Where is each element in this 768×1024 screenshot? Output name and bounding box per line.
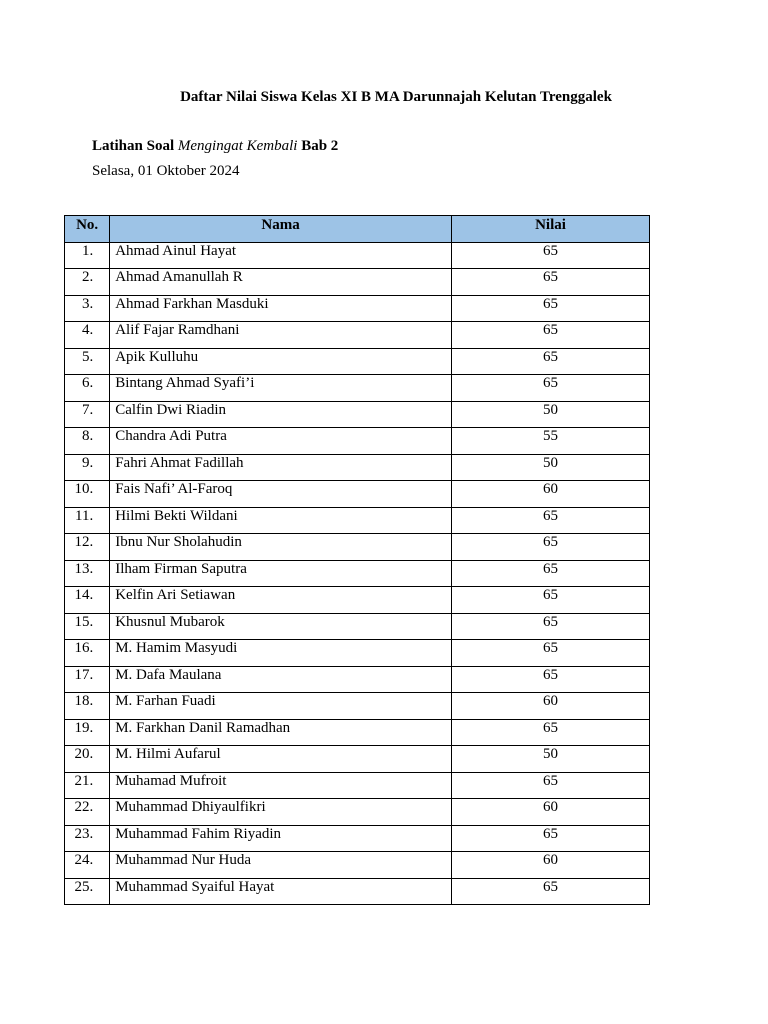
table-row bbox=[65, 852, 650, 879]
student-grade: 60 bbox=[451, 481, 649, 508]
table-row bbox=[65, 242, 650, 269]
row-number: 17. bbox=[65, 666, 110, 693]
row-number: 6. bbox=[65, 375, 110, 402]
student-grade: 65 bbox=[451, 560, 649, 587]
student-grade: 55 bbox=[451, 428, 649, 455]
row-number: 24. bbox=[65, 852, 110, 879]
row-number: 8. bbox=[65, 428, 110, 455]
table-row bbox=[65, 348, 650, 375]
table-body bbox=[65, 242, 650, 905]
student-name: Apik Kulluhu bbox=[110, 348, 452, 375]
student-name: Ahmad Farkhan Masduki bbox=[110, 295, 452, 322]
student-grade: 65 bbox=[451, 534, 649, 561]
student-grade: 65 bbox=[451, 269, 649, 296]
exercise-title-suffix: Bab 2 bbox=[297, 138, 339, 154]
table-row bbox=[65, 666, 650, 693]
row-number: 18. bbox=[65, 693, 110, 720]
student-grade: 65 bbox=[451, 640, 649, 667]
table-row bbox=[65, 719, 650, 746]
student-grade: 50 bbox=[451, 746, 649, 773]
table-row bbox=[65, 269, 650, 296]
exercise-title bbox=[92, 136, 338, 156]
row-number: 23. bbox=[65, 825, 110, 852]
table-row bbox=[65, 454, 650, 481]
student-grade: 65 bbox=[451, 242, 649, 269]
student-name: M. Farkhan Danil Ramadhan bbox=[110, 719, 452, 746]
student-name: Alif Fajar Ramdhani bbox=[110, 322, 452, 349]
student-name: Ilham Firman Saputra bbox=[110, 560, 452, 587]
row-number: 25. bbox=[65, 878, 110, 905]
table-row bbox=[65, 375, 650, 402]
student-name: Ahmad Amanullah R bbox=[110, 269, 452, 296]
student-name: Ahmad Ainul Hayat bbox=[110, 242, 452, 269]
table-row bbox=[65, 825, 650, 852]
table-row bbox=[65, 613, 650, 640]
student-name: Muhammad Syaiful Hayat bbox=[110, 878, 452, 905]
row-number: 22. bbox=[65, 799, 110, 826]
student-grade: 65 bbox=[451, 348, 649, 375]
table-row bbox=[65, 640, 650, 667]
student-name: Chandra Adi Putra bbox=[110, 428, 452, 455]
table-row bbox=[65, 481, 650, 508]
student-name: Hilmi Bekti Wildani bbox=[110, 507, 452, 534]
table-row bbox=[65, 746, 650, 773]
student-grade: 65 bbox=[451, 375, 649, 402]
student-grade: 65 bbox=[451, 666, 649, 693]
table-row bbox=[65, 534, 650, 561]
table-row bbox=[65, 587, 650, 614]
student-name: M. Hilmi Aufarul bbox=[110, 746, 452, 773]
student-name: M. Farhan Fuadi bbox=[110, 693, 452, 720]
exercise-title-prefix: Latihan Soal bbox=[92, 138, 178, 154]
row-number: 4. bbox=[65, 322, 110, 349]
exercise-date: Selasa, 01 Oktober 2024 bbox=[92, 163, 240, 179]
student-name: Muhammad Nur Huda bbox=[110, 852, 452, 879]
header-value: Nilai bbox=[451, 216, 649, 243]
table-row bbox=[65, 560, 650, 587]
exercise-title-italic: Mengingat Kembali bbox=[177, 138, 298, 154]
row-number: 11. bbox=[65, 507, 110, 534]
table-header-row bbox=[65, 216, 650, 243]
student-name: M. Dafa Maulana bbox=[110, 666, 452, 693]
row-number: 9. bbox=[65, 454, 110, 481]
student-name: Fais Nafi’ Al-Faroq bbox=[110, 481, 452, 508]
student-grade: 65 bbox=[451, 613, 649, 640]
row-number: 12. bbox=[65, 534, 110, 561]
student-grade: 65 bbox=[451, 322, 649, 349]
row-number: 13. bbox=[65, 560, 110, 587]
student-name: Khusnul Mubarok bbox=[110, 613, 452, 640]
student-name: Kelfin Ari Setiawan bbox=[110, 587, 452, 614]
row-number: 2. bbox=[65, 269, 110, 296]
student-grade: 65 bbox=[451, 825, 649, 852]
grades-table bbox=[64, 215, 650, 905]
student-name: Bintang Ahmad Syafi’i bbox=[110, 375, 452, 402]
student-grade: 65 bbox=[451, 295, 649, 322]
row-number: 14. bbox=[65, 587, 110, 614]
table-row bbox=[65, 772, 650, 799]
student-grade: 60 bbox=[451, 852, 649, 879]
student-grade: 65 bbox=[451, 587, 649, 614]
table-row bbox=[65, 693, 650, 720]
student-grade: 65 bbox=[451, 719, 649, 746]
table-row bbox=[65, 322, 650, 349]
row-number: 15. bbox=[65, 613, 110, 640]
student-name: Muhammad Dhiyaulfikri bbox=[110, 799, 452, 826]
student-name: Fahri Ahmat Fadillah bbox=[110, 454, 452, 481]
student-name: M. Hamim Masyudi bbox=[110, 640, 452, 667]
student-name: Ibnu Nur Sholahudin bbox=[110, 534, 452, 561]
row-number: 5. bbox=[65, 348, 110, 375]
table-row bbox=[65, 428, 650, 455]
student-grade: 65 bbox=[451, 772, 649, 799]
student-grade: 60 bbox=[451, 799, 649, 826]
table-row bbox=[65, 295, 650, 322]
row-number: 3. bbox=[65, 295, 110, 322]
header-name: Nama bbox=[110, 216, 452, 243]
row-number: 21. bbox=[65, 772, 110, 799]
table-row bbox=[65, 401, 650, 428]
page-title: Daftar Nilai Siswa Kelas XI B MA Darunnajah Kelutan Trenggalek bbox=[180, 89, 612, 105]
student-grade: 50 bbox=[451, 401, 649, 428]
student-name: Calfin Dwi Riadin bbox=[110, 401, 452, 428]
student-name: Muhammad Fahim Riyadin bbox=[110, 825, 452, 852]
student-grade: 65 bbox=[451, 878, 649, 905]
row-number: 19. bbox=[65, 719, 110, 746]
table-row bbox=[65, 878, 650, 905]
row-number: 1. bbox=[65, 242, 110, 269]
header-no: No. bbox=[65, 216, 110, 243]
row-number: 20. bbox=[65, 746, 110, 773]
row-number: 16. bbox=[65, 640, 110, 667]
student-name: Muhamad Mufroit bbox=[110, 772, 452, 799]
row-number: 7. bbox=[65, 401, 110, 428]
student-grade: 60 bbox=[451, 693, 649, 720]
student-grade: 50 bbox=[451, 454, 649, 481]
table-row bbox=[65, 799, 650, 826]
table-row bbox=[65, 507, 650, 534]
row-number: 10. bbox=[65, 481, 110, 508]
student-grade: 65 bbox=[451, 507, 649, 534]
